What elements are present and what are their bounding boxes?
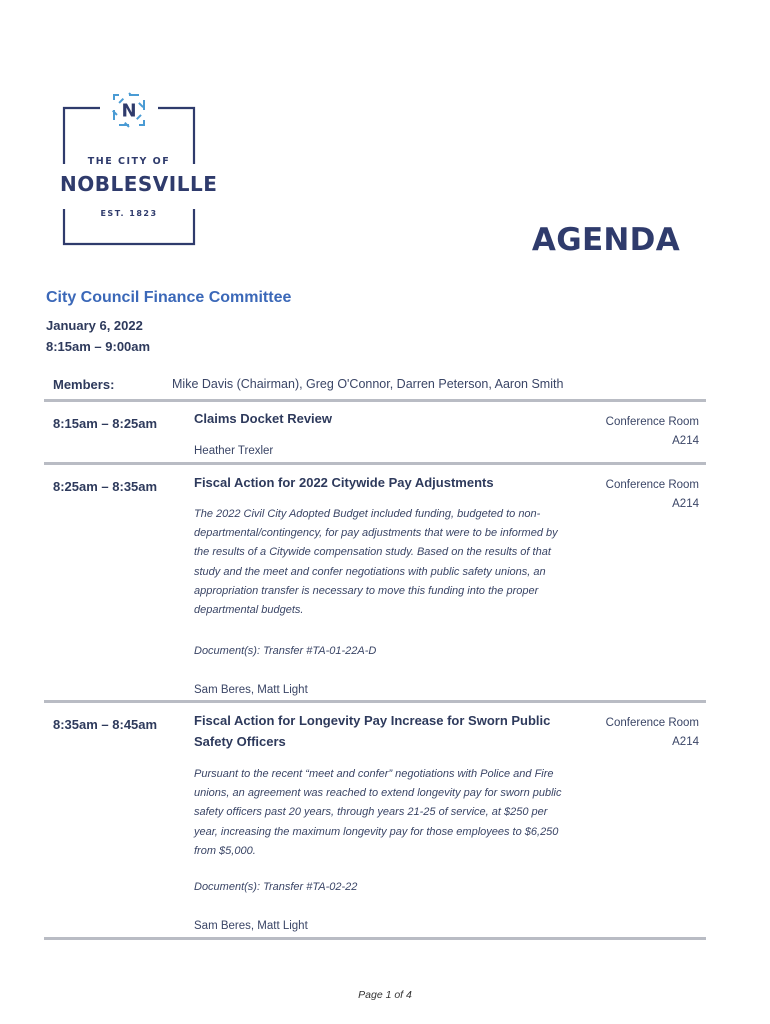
members-list: Mike Davis (Chairman), Greg O'Connor, Darren Peterson, Aaron Smith bbox=[172, 377, 564, 391]
item-description: Pursuant to the recent “meet and confer” negotiations with Police and Fire unions, an agreement was reached to extend longevity pay for sworn public safety officers past 20 years, through years 21-25 of service, at $250 per year, increasing the maximum longevity pay for those employees to $6,250 from $5,000. bbox=[194, 768, 562, 857]
item-room bbox=[559, 413, 699, 451]
city-logo bbox=[60, 88, 218, 248]
members-label: Members: bbox=[53, 377, 115, 392]
item-time: 8:25am – 8:35am bbox=[53, 479, 158, 494]
divider bbox=[44, 399, 706, 402]
divider bbox=[44, 462, 706, 465]
item-time: 8:35am – 8:45am bbox=[53, 717, 158, 732]
item-title: Claims Docket Review bbox=[194, 411, 333, 426]
room-name: Conference Room bbox=[605, 416, 699, 428]
logo-letter: N bbox=[121, 100, 137, 122]
logo-frame-icon bbox=[60, 88, 218, 248]
page-number: Page 1 of 4 bbox=[358, 989, 412, 1001]
divider bbox=[44, 937, 706, 940]
committee-name: City Council Finance Committee bbox=[46, 289, 292, 306]
item-presenters: Sam Beres, Matt Light bbox=[194, 684, 308, 696]
item-room bbox=[559, 476, 699, 514]
logo-city-name: NOBLESVILLE bbox=[60, 172, 218, 196]
room-number: A214 bbox=[672, 498, 699, 510]
meeting-date: January 6, 2022 bbox=[46, 318, 143, 333]
room-name: Conference Room bbox=[605, 717, 699, 729]
item-time: 8:15am – 8:25am bbox=[53, 416, 158, 431]
logo-established: EST. 1823 bbox=[100, 209, 158, 218]
divider bbox=[44, 700, 706, 703]
item-description: The 2022 Civil City Adopted Budget included funding, budgeted to non-departmental/contingency, for pay adjustments that were to be informed by the results of a Citywide compensation study. Based on the results of that study and the meet and confer negotiations with public safety unions, an appropriation transfer is necessary to move this funding into the proper departmental budgets. bbox=[194, 508, 558, 617]
meeting-time: 8:15am – 9:00am bbox=[46, 339, 151, 354]
page-title: AGENDA bbox=[531, 222, 680, 258]
item-documents: Document(s): Transfer #TA-02-22 bbox=[194, 881, 358, 893]
logo-pre-text: THE CITY OF bbox=[87, 156, 171, 167]
room-number: A214 bbox=[672, 435, 699, 447]
item-room bbox=[559, 714, 699, 752]
item-documents: Document(s): Transfer #TA-01-22A-D bbox=[194, 645, 377, 657]
item-title: Fiscal Action for Longevity Pay Increase for Sworn Public Safety Officers bbox=[194, 713, 551, 749]
item-title: Fiscal Action for 2022 Citywide Pay Adjustments bbox=[194, 475, 494, 490]
room-name: Conference Room bbox=[605, 479, 699, 491]
room-number: A214 bbox=[672, 736, 699, 748]
item-presenters: Sam Beres, Matt Light bbox=[194, 920, 308, 932]
item-presenters: Heather Trexler bbox=[194, 445, 274, 457]
